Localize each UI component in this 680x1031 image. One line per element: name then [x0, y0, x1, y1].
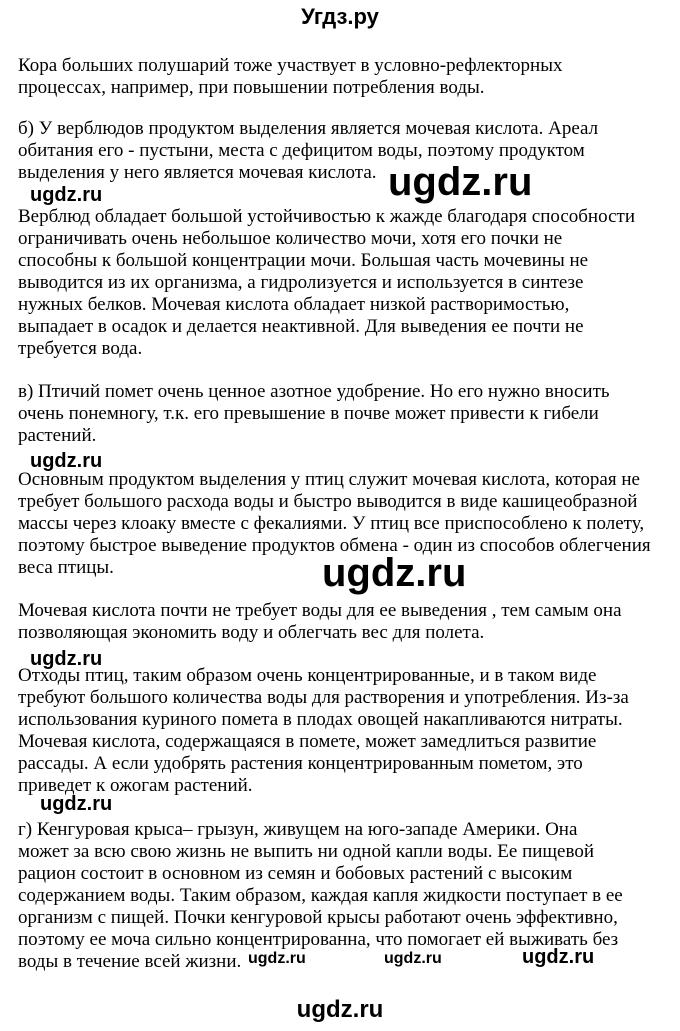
text-line: выпадает в осадок и делается неактивной. Для выведения ее почти не — [18, 316, 584, 337]
text-line: организм с пищей. Почки кенгуровой крысы работают очень эффективно, — [18, 907, 618, 928]
page-footer-watermark: ugdz.ru — [296, 996, 384, 1023]
watermark-large: ugdz.ru — [388, 160, 533, 204]
text-line: выводится из их организма, а гидролизуется и используется в синтезе — [18, 272, 584, 293]
text-line: нужных белков. Мочевая кислота обладает низкой растворимостью, — [18, 294, 570, 315]
text-line: ограничивать очень небольшое количество мочи, хотя его почки не — [18, 228, 563, 249]
paragraph-3 — [18, 206, 670, 360]
paragraph-6 — [18, 600, 670, 644]
text-line: рацион состоит в основном из семян и бобовых растений с высоким — [18, 863, 573, 884]
text-line: веса птицы. — [18, 557, 114, 578]
watermark-large: ugdz.ru — [322, 551, 467, 595]
text-line: Основным продуктом выделения у птиц служит мочевая кислота, которая не — [18, 469, 640, 490]
text-line: Отходы птиц, таким образом очень концентрированные, и в таком виде — [18, 665, 597, 686]
watermark-small: ugdz.ru — [30, 648, 103, 670]
text-line: г) Кенгуровая крыса– грызун, живущем на юго-западе Америки. Она — [18, 819, 578, 840]
text-line: Мочевая кислота, содержащаяся в помете, может замедлиться развитие — [18, 731, 597, 752]
text-line: рассады. А если удобрять растения концентрированным пометом, это — [18, 753, 583, 774]
text-line: может за всю свою жизнь не выпить ни одной капли воды. Ее пищевой — [18, 841, 594, 862]
text-line: процессах, например, при повышении потребления воды. — [18, 77, 485, 98]
text-line: очень понемногу, т.к. его превышение в почве может привести к гибели — [18, 403, 599, 424]
text-line: Кора больших полушарий тоже участвует в условно-рефлекторных — [18, 55, 563, 76]
text-line: растений. — [18, 425, 97, 446]
text-line: использования куриного помета в плодах овощей накапливаются нитраты. — [18, 709, 623, 730]
paragraph-7 — [18, 665, 670, 797]
paragraph-1 — [18, 55, 670, 99]
text-line: выделения у него является мочевая кислота. — [18, 162, 377, 183]
text-line: обитания его - пустыни, места с дефицитом воды, поэтому продуктом — [18, 140, 585, 161]
watermark-small: ugdz.ru — [30, 450, 103, 472]
watermark-small: ugdz.ru — [522, 946, 595, 968]
paragraph-4 — [18, 381, 670, 447]
text-line: требуют большого количества воды для растворения и употребления. Из-за — [18, 687, 629, 708]
text-line: воды в течение всей жизни. — [18, 951, 242, 972]
paragraph-2 — [18, 118, 670, 184]
watermark-small: ugdz.ru — [384, 950, 442, 967]
text-line: способны к большой концентрации мочи. Большая часть мочевины не — [18, 250, 589, 271]
watermark-small: ugdz.ru — [30, 184, 103, 206]
text-line: Верблюд обладает большой устойчивостью к жажде благодаря способности — [18, 206, 635, 227]
text-line: Мочевая кислота почти не требует воды для ее выведения , тем самым она — [18, 600, 622, 621]
text-line: позволяющая экономить воду и облегчать вес для полета. — [18, 622, 485, 643]
text-line: в) Птичий помет очень ценное азотное удобрение. Но его нужно вносить — [18, 381, 610, 402]
page-header-title: Угдз.ру — [301, 4, 379, 29]
text-line: массы через клоаку вместе с фекалиями. У птиц все приспособлено к полету, — [18, 513, 645, 534]
text-line: требуется вода. — [18, 338, 143, 359]
text-line: поэтому быстрое выведение продуктов обмена - один из способов облегчения — [18, 535, 651, 556]
text-line: б) У верблюдов продуктом выделения является мочевая кислота. Ареал — [18, 118, 599, 139]
text-line: содержанием воды. Таким образом, каждая капля жидкости поступает в ее — [18, 885, 623, 906]
watermark-small: ugdz.ru — [40, 793, 113, 815]
text-line: требует большого расхода воды и быстро выводится в виде кашицеобразной — [18, 491, 638, 512]
text-line: приведет к ожогам растений. — [18, 775, 253, 796]
text-line: поэтому ее моча сильно концентрированна, что помогает ей выживать без — [18, 929, 619, 950]
watermark-small: ugdz.ru — [248, 950, 306, 967]
